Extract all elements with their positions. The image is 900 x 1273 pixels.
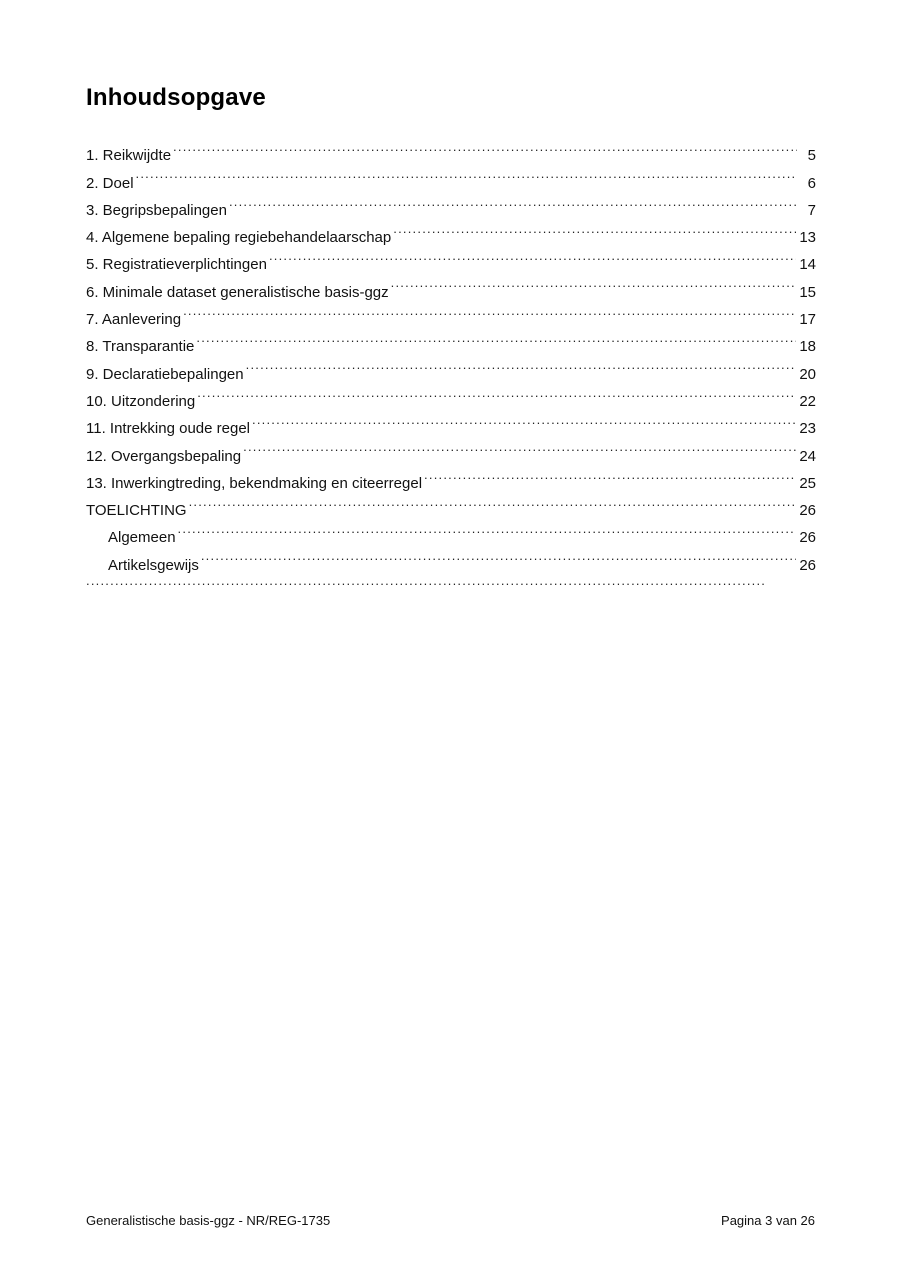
toc-entry-label: 4. Algemene bepaling regiebehandelaarschap [86, 229, 392, 247]
toc-entry-declaratiebepalingen[interactable] [86, 351, 816, 383]
toc-entry-doel[interactable] [86, 160, 816, 192]
toc-entry-label: 7. Aanlevering [86, 311, 182, 329]
toc-page-number: 17 [799, 311, 816, 329]
toc-page-number: 26 [799, 556, 816, 574]
toc-dot-leader [173, 133, 797, 160]
toc-entry-label: 11. Intrekking oude regel [86, 420, 250, 438]
toc-dot-leader [178, 515, 797, 542]
toc-entry-label: 10. Uitzondering [86, 392, 196, 410]
toc-dot-leader [246, 351, 797, 378]
toc-dot-leader [196, 324, 796, 351]
footer-page-indicator: Pagina 3 van 26 [721, 1213, 815, 1228]
toc-dot-leader [269, 242, 796, 269]
toc-dot-leader [136, 160, 797, 187]
toc-entry-intrekking[interactable] [86, 406, 816, 438]
toc-page-number: 14 [799, 256, 816, 274]
toc-dot-leader [424, 461, 796, 488]
footer-document-id: Generalistische basis-ggz - NR/REG-1735 [86, 1213, 331, 1228]
toc-dot-leader [201, 542, 796, 569]
toc-dot-leader [252, 406, 796, 433]
toc-subentry-algemeen[interactable] [86, 515, 816, 547]
toc-entry-label: TOELICHTING [86, 502, 187, 520]
toc-entry-aanlevering[interactable] [86, 297, 816, 329]
toc-page-number: 26 [799, 502, 816, 520]
toc-page-number: 18 [799, 338, 816, 356]
toc-entry-label: Artikelsgewijs [108, 556, 199, 574]
toc-entry-label: 1. Reikwijdte [86, 147, 172, 165]
toc-entry-reikwijdte[interactable] [86, 133, 816, 165]
toc-page-number: 23 [799, 420, 816, 438]
toc-entry-label: Algemeen [108, 529, 176, 547]
toc-page-number: 6 [807, 174, 816, 192]
toc-entry-label: 8. Transparantie [86, 338, 195, 356]
toc-page-number: 20 [799, 365, 816, 383]
toc-entry-label: 9. Declaratiebepalingen [86, 365, 244, 383]
toc-page-number: 5 [807, 147, 816, 165]
toc-page-number: 25 [799, 474, 816, 492]
toc-entry-begripsbepalingen[interactable] [86, 188, 816, 219]
toc-dot-leader [189, 488, 797, 515]
toc-page-number: 22 [799, 392, 816, 410]
toc-entry-label: 5. Registratieverplichtingen [86, 256, 267, 274]
toc-dot-leader [391, 269, 797, 296]
toc-dot-leader [197, 379, 796, 406]
toc-subentry-artikelsgewijs[interactable] [86, 542, 816, 574]
toc-entry-label: 2. Doel [86, 174, 134, 192]
toc-entry-toelichting[interactable] [86, 488, 816, 520]
toc-entry-label: 6. Minimale dataset generalistische basis-ggz [86, 283, 389, 301]
toc-entry-transparantie[interactable] [86, 324, 816, 356]
toc-page-number: 13 [799, 229, 816, 247]
toc-entry-label: 12. Overgangsbepaling [86, 447, 242, 465]
toc-dot-leader [229, 188, 797, 215]
table-of-contents [86, 133, 816, 574]
toc-page-number: 15 [799, 283, 816, 301]
toc-dot-leader [393, 215, 796, 242]
toc-entry-label: 3. Begripsbepalingen [86, 201, 227, 219]
page-title: Inhoudsopgave [86, 84, 266, 111]
toc-dot-leader [243, 433, 796, 460]
toc-empty-dot-leader [86, 571, 766, 591]
toc-entry-label: 13. Inwerkingtreding, bekendmaking en citeerregel [86, 474, 423, 492]
toc-page-number: 24 [799, 447, 816, 465]
toc-page-number: 26 [799, 529, 816, 547]
toc-page-number: 7 [807, 201, 816, 219]
toc-dot-leader [183, 297, 796, 324]
